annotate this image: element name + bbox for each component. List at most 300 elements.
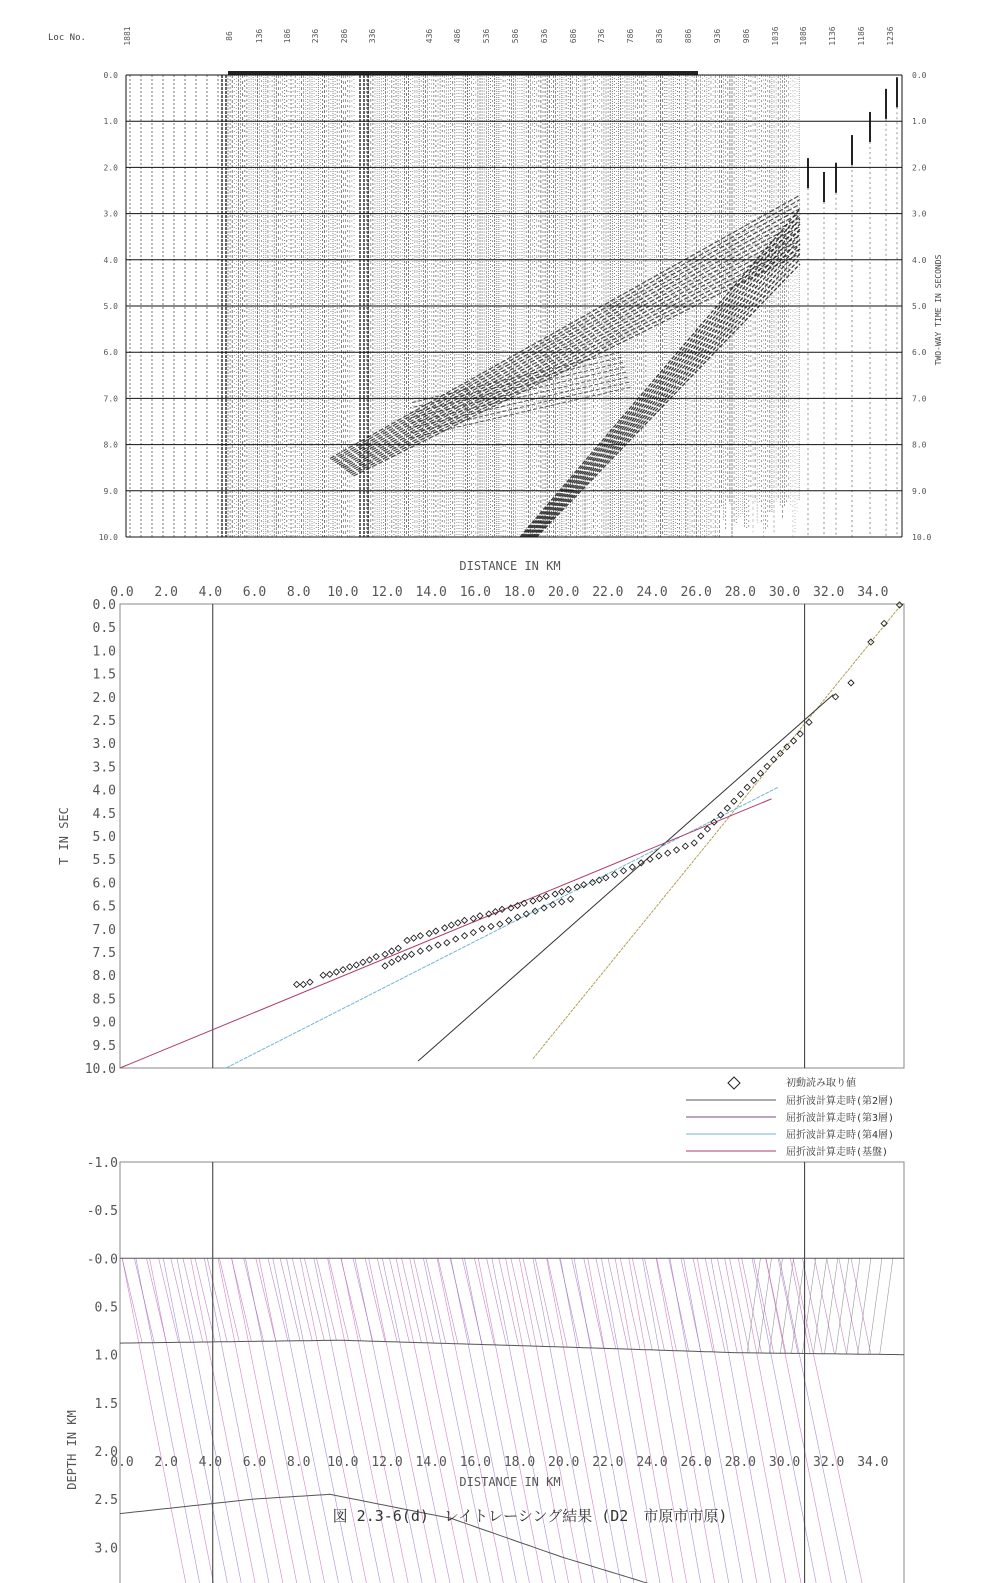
travel-time-y-tick: 4.0 — [92, 783, 116, 799]
seismic-section — [48, 26, 943, 542]
ray-paths — [122, 1258, 893, 1583]
ray-path — [645, 1258, 665, 1350]
loc-number: 636 — [540, 28, 549, 44]
travel-time-y-tick: 5.5 — [92, 853, 116, 869]
legend-label-layer4: 屈折波計算走時(第4層) — [786, 1130, 895, 1141]
ray-path — [824, 1258, 837, 1353]
ray-path — [670, 1258, 741, 1583]
seismic-time-tick: 7.0 — [912, 394, 927, 404]
first-arrival-pick — [333, 969, 339, 975]
depth-y-ticks — [87, 1156, 118, 1583]
first-arrival-pick — [382, 951, 388, 957]
first-arrival-pick — [764, 763, 770, 769]
ray-path — [705, 1258, 725, 1352]
ray-path — [752, 1258, 823, 1583]
travel-time-y-ticks — [85, 598, 116, 1077]
depth-y-tick: 3.0 — [94, 1541, 118, 1557]
seismic-time-tick: 0.0 — [912, 71, 927, 80]
seismic-time-tick: 8.0 — [912, 440, 927, 450]
first-arrival-pick — [417, 933, 423, 939]
loc-number: 336 — [368, 28, 377, 44]
ray-path — [122, 1258, 142, 1342]
depth-x-tick: 34.0 — [857, 1455, 889, 1470]
seismic-left-time-ticks — [99, 71, 118, 542]
ray-path — [492, 1258, 563, 1583]
ray-path — [465, 1258, 536, 1583]
arrival-band-line — [353, 254, 800, 476]
seismic-time-tick: 6.0 — [103, 348, 118, 358]
first-arrival-pick — [426, 945, 432, 951]
ray-path — [574, 1258, 645, 1583]
seismic-time-tick: 5.0 — [103, 302, 118, 311]
depth-x-tick: 24.0 — [636, 1455, 668, 1470]
first-arrival-pick — [806, 719, 812, 725]
ray-path — [474, 1258, 494, 1345]
first-arrival-pick — [462, 917, 468, 923]
travel-time-x-tick: 30.0 — [768, 585, 801, 600]
first-arrival-pick — [559, 889, 565, 895]
travel-time-x-tick: 4.0 — [198, 585, 223, 600]
ray-path — [487, 1258, 507, 1345]
ray-path — [632, 1258, 652, 1350]
first-arrival-pick — [307, 979, 313, 985]
arrival-band-line — [330, 195, 800, 458]
ray-path — [711, 1258, 782, 1583]
first-arrival-pick — [294, 981, 300, 987]
travel-time-x-tick: 10.0 — [327, 585, 359, 600]
travel-time-y-tick: 4.5 — [92, 806, 116, 822]
ray-path — [389, 1258, 409, 1342]
legend-label-layer3: 屈折波計算走時(第3層) — [786, 1113, 895, 1124]
first-arrival-pick — [389, 959, 395, 965]
legend-label-layer2: 屈折波計算走時(第2層) — [786, 1096, 895, 1107]
arrival-band-line — [350, 245, 800, 474]
first-arrival-pick — [724, 805, 730, 811]
first-arrival-pick — [691, 840, 697, 846]
ray-path — [858, 1258, 871, 1354]
travel-time-xlabel: DISTANCE IN KM — [459, 559, 561, 573]
travel-time-y-tick: 6.0 — [92, 876, 116, 892]
ray-path — [292, 1258, 312, 1340]
travel-time-plot-frame — [120, 604, 904, 1068]
ray-path — [219, 1258, 239, 1341]
first-arrival-pick — [327, 971, 333, 977]
ray-path — [287, 1258, 358, 1583]
first-arrival-pick — [395, 956, 401, 962]
travel-time-x-ticks — [110, 585, 888, 600]
first-arrival-pick — [665, 850, 671, 856]
first-arrival-pick — [444, 940, 450, 946]
ray-path — [560, 1258, 631, 1583]
seismic-time-tick: 2.0 — [103, 163, 118, 173]
first-arrival-pick — [367, 957, 373, 963]
ray-path — [159, 1258, 179, 1342]
depth-x-tick: 0.0 — [110, 1455, 134, 1470]
loc-number: 1236 — [886, 26, 895, 46]
travel-time-y-tick: 7.5 — [92, 946, 116, 961]
loc-number: 436 — [425, 28, 434, 44]
first-arrival-pick — [479, 926, 485, 932]
first-arrival-pick — [543, 893, 549, 899]
first-arrival-pick — [784, 744, 790, 750]
first-arrival-pick — [417, 948, 423, 954]
depth-x-tick: 2.0 — [154, 1455, 178, 1470]
first-arrival-pick — [409, 951, 415, 957]
depth-x-tick: 32.0 — [813, 1455, 845, 1470]
ray-path — [523, 1258, 543, 1346]
ray-path — [779, 1258, 850, 1583]
first-arrival-pick — [656, 853, 662, 859]
ray-path — [369, 1258, 440, 1583]
ray-path — [410, 1258, 481, 1583]
travel-time-y-tick: 8.0 — [92, 969, 116, 985]
first-arrival-pick — [455, 920, 461, 926]
ray-path — [426, 1258, 446, 1343]
first-arrival-pick — [404, 937, 410, 943]
ray-path — [280, 1258, 300, 1340]
arrival-band-line — [410, 372, 626, 423]
seismic-time-tick: 1.0 — [912, 117, 927, 127]
first-arrival-pick — [347, 964, 353, 970]
travel-time-y-tick: 3.0 — [92, 737, 116, 753]
first-arrival-pick — [360, 959, 366, 965]
depth-x-tick: 4.0 — [198, 1455, 223, 1470]
ray-path — [256, 1258, 276, 1341]
first-arrival-pick — [530, 898, 536, 904]
depth-x-tick: 12.0 — [371, 1455, 403, 1470]
first-arrival-pick — [435, 942, 441, 948]
seismic-time-tick: 1.0 — [103, 117, 118, 127]
first-arrival-pick — [731, 798, 737, 804]
arrival-band-line — [410, 352, 620, 403]
ray-path — [725, 1258, 796, 1583]
seismic-arrival-bands — [330, 195, 800, 537]
seismic-time-tick: 0.0 — [103, 71, 118, 80]
ray-path — [365, 1258, 385, 1341]
depth-x-tick: 26.0 — [680, 1455, 712, 1470]
seismic-time-tick: 4.0 — [103, 255, 118, 265]
ray-path — [171, 1258, 191, 1342]
loc-number: 986 — [742, 28, 751, 44]
ray-path — [519, 1258, 590, 1583]
first-arrival-pick — [647, 856, 653, 862]
first-arrival-pick — [629, 864, 635, 870]
depth-y-tick: -1.0 — [86, 1156, 118, 1171]
travel-time-y-tick: 7.0 — [92, 922, 116, 938]
ray-path — [503, 1258, 580, 1583]
seismic-time-tick: 5.0 — [912, 302, 927, 311]
seismic-time-tick: 3.0 — [103, 209, 118, 219]
travel-time-y-tick: 2.5 — [92, 714, 116, 729]
depth-y-tick: -0.0 — [86, 1252, 118, 1268]
seismic-right-time-ticks — [912, 71, 931, 542]
depth-y-tick: -0.5 — [86, 1204, 118, 1220]
first-arrival-pick — [453, 936, 459, 942]
seismic-right-axis-label: TWO-WAY TIME IN SECONDS — [934, 254, 943, 366]
ray-path — [328, 1258, 399, 1583]
first-arrival-pick — [462, 933, 468, 939]
first-arrival-pick — [395, 945, 401, 951]
first-arrival-pick — [682, 843, 688, 849]
seismic-traces — [130, 71, 897, 537]
travel-time-y-tick: 5.0 — [92, 830, 116, 845]
ray-path — [207, 1258, 227, 1341]
first-arrival-pick — [674, 847, 680, 853]
first-arrival-pick — [704, 826, 710, 832]
loc-number: 136 — [255, 28, 264, 44]
ray-path — [851, 1258, 871, 1354]
ray-path — [657, 1258, 677, 1350]
seismic-top-band — [228, 71, 698, 75]
loc-number-labels — [123, 26, 895, 45]
travel-time-series-line — [226, 787, 778, 1068]
layer-interfaces — [120, 1258, 904, 1583]
ray-path — [382, 1258, 453, 1583]
travel-time-x-tick: 32.0 — [813, 585, 845, 600]
seismic-time-tick: 9.0 — [912, 486, 927, 496]
depth-x-tick: 22.0 — [592, 1455, 624, 1470]
travel-time-chart — [57, 559, 904, 1077]
first-arrival-pick — [353, 962, 359, 968]
depth-ylabel: DEPTH IN KM — [65, 1410, 79, 1490]
depth-y-tick: 2.0 — [94, 1445, 118, 1460]
first-arrival-pick — [470, 930, 476, 936]
loc-number: 1186 — [857, 26, 866, 46]
first-arrival-pick — [574, 884, 580, 890]
travel-time-x-tick: 26.0 — [680, 585, 712, 600]
loc-number: 1136 — [828, 26, 837, 46]
ray-path — [499, 1258, 519, 1345]
seismic-time-tick: 3.0 — [912, 209, 927, 219]
first-arrival-pick — [320, 972, 326, 978]
travel-time-y-tick: 2.0 — [92, 690, 116, 706]
arrival-band-line — [523, 219, 800, 537]
ray-path — [669, 1258, 689, 1351]
ray-path — [136, 1258, 207, 1583]
depth-x-tick: 6.0 — [242, 1455, 267, 1470]
ray-path — [300, 1258, 371, 1583]
loc-number: 86 — [225, 31, 234, 41]
ray-path — [693, 1258, 713, 1352]
loc-number: 686 — [569, 28, 578, 44]
travel-time-x-tick: 24.0 — [636, 585, 668, 600]
loc-number: 1881 — [123, 26, 132, 46]
arrival-band-line — [339, 218, 800, 466]
travel-time-vertical-markers — [213, 604, 805, 1068]
ray-path — [608, 1258, 628, 1349]
travel-time-series-line — [533, 604, 902, 1059]
depth-y-tick: 0.5 — [94, 1300, 118, 1316]
first-arrival-picks — [294, 602, 903, 988]
travel-time-series-line — [418, 694, 833, 1061]
first-arrival-pick — [382, 963, 388, 969]
travel-time-y-tick: 6.5 — [92, 899, 116, 915]
first-arrival-pick — [523, 911, 529, 917]
seismic-time-tick: 10.0 — [98, 533, 118, 542]
arrival-band-line — [410, 382, 629, 433]
travel-time-x-tick: 2.0 — [154, 585, 178, 600]
first-arrival-pick — [559, 899, 565, 905]
travel-time-y-tick: 0.0 — [92, 598, 116, 613]
arrival-band-line — [343, 227, 800, 468]
loc-number: 286 — [340, 28, 349, 44]
arrival-band-line — [537, 264, 801, 537]
ray-path — [730, 1258, 750, 1353]
depth-xlabel: DISTANCE IN KM — [459, 1475, 561, 1489]
travel-time-y-tick: 0.5 — [92, 621, 116, 637]
ray-path — [533, 1258, 604, 1583]
ray-path — [268, 1258, 288, 1341]
travel-time-x-tick: 8.0 — [286, 585, 311, 600]
arrival-band-line — [410, 367, 625, 418]
ray-path — [697, 1258, 768, 1583]
depth-x-tick: 20.0 — [548, 1455, 580, 1470]
travel-time-y-tick: 1.5 — [92, 667, 116, 683]
first-arrival-pick — [791, 738, 797, 744]
ray-path — [615, 1258, 686, 1583]
ray-path — [438, 1258, 458, 1343]
first-arrival-pick — [497, 921, 503, 927]
first-arrival-pick — [411, 935, 417, 941]
depth-x-ticks — [110, 1455, 888, 1470]
travel-time-x-tick: 18.0 — [503, 585, 536, 600]
loc-number: 236 — [311, 28, 320, 44]
ray-path — [377, 1258, 397, 1342]
first-arrival-pick — [698, 833, 704, 839]
depth-y-tick: 1.5 — [94, 1396, 118, 1412]
ray-path — [802, 1258, 822, 1353]
ray-path — [836, 1258, 849, 1354]
ray-path — [478, 1258, 549, 1583]
travel-time-x-tick: 34.0 — [857, 585, 889, 600]
legend — [682, 1074, 904, 1158]
first-arrival-pick — [373, 954, 379, 960]
figure-caption: 図 2.3-6(d) レイトレーシング結果 (D2 市原市市原) — [332, 1507, 728, 1525]
loc-number: 836 — [655, 28, 664, 44]
first-arrival-pick — [537, 896, 543, 902]
seismic-time-tick: 10.0 — [912, 533, 932, 542]
seismic-time-tick: 8.0 — [103, 440, 118, 450]
ray-path — [150, 1258, 221, 1583]
loc-number: 536 — [482, 28, 491, 44]
loc-number: 1086 — [799, 26, 808, 46]
first-arrival-pick — [612, 872, 618, 878]
ray-path — [778, 1258, 798, 1353]
travel-time-y-tick: 10.0 — [84, 1062, 116, 1077]
ray-path — [601, 1258, 672, 1583]
first-arrival-pick — [426, 930, 432, 936]
loc-number: 486 — [453, 28, 462, 44]
first-arrival-pick — [621, 868, 627, 874]
ray-path — [414, 1258, 434, 1343]
ray-path — [355, 1258, 426, 1583]
travel-time-y-tick: 9.5 — [92, 1038, 116, 1054]
ray-path — [317, 1258, 337, 1340]
depth-x-tick: 14.0 — [415, 1455, 447, 1470]
first-arrival-pick — [389, 948, 395, 954]
travel-time-x-tick: 6.0 — [242, 585, 267, 600]
seismic-time-tick: 6.0 — [912, 348, 927, 358]
travel-time-x-tick: 16.0 — [459, 585, 492, 600]
travel-time-y-tick: 9.0 — [92, 1015, 116, 1031]
travel-time-x-tick: 20.0 — [548, 585, 580, 600]
first-arrival-pick — [848, 680, 854, 686]
depth-x-tick: 18.0 — [503, 1455, 536, 1470]
ray-path — [880, 1258, 893, 1354]
ray-path — [314, 1258, 385, 1583]
loc-number: 1036 — [771, 26, 780, 46]
travel-time-series-line — [120, 799, 771, 1068]
layer-interface-line — [120, 1340, 904, 1355]
seismic-time-tick: 9.0 — [103, 486, 118, 496]
travel-time-series — [120, 604, 902, 1068]
first-arrival-pick — [550, 902, 556, 908]
ray-path — [396, 1258, 467, 1583]
ray-path — [596, 1258, 616, 1348]
first-arrival-pick — [568, 896, 574, 902]
first-arrival-pick — [433, 928, 439, 934]
loc-number: 586 — [511, 28, 520, 44]
ray-path — [769, 1258, 782, 1353]
ray-path — [329, 1258, 349, 1340]
travel-time-x-tick: 28.0 — [724, 585, 757, 600]
loc-number: 786 — [626, 28, 635, 44]
depth-x-tick: 8.0 — [286, 1455, 311, 1470]
depth-x-tick: 28.0 — [724, 1455, 757, 1470]
ray-path — [584, 1258, 604, 1348]
loc-number: 186 — [283, 28, 292, 44]
depth-y-tick: 2.5 — [94, 1493, 118, 1509]
seismic-time-tick: 2.0 — [912, 163, 927, 173]
first-arrival-pick — [738, 791, 744, 797]
first-arrival-pick — [448, 922, 454, 928]
first-arrival-pick — [552, 891, 558, 897]
loc-number: 736 — [597, 28, 606, 44]
ray-path — [758, 1258, 771, 1353]
travel-time-x-tick: 12.0 — [371, 585, 403, 600]
first-arrival-pick — [565, 886, 571, 892]
ray-path — [684, 1258, 755, 1583]
depth-x-tick: 30.0 — [768, 1455, 801, 1470]
first-arrival-pick — [751, 777, 757, 783]
first-arrival-pick — [506, 917, 512, 923]
first-arrival-pick — [744, 784, 750, 790]
first-arrival-pick — [488, 923, 494, 929]
first-arrival-pick — [402, 954, 408, 960]
legend-label-picks: 初動読み取り値 — [786, 1078, 856, 1089]
first-arrival-pick — [340, 967, 346, 973]
loc-number: 886 — [684, 28, 693, 44]
loc-number: 936 — [713, 28, 722, 44]
depth-x-tick: 16.0 — [459, 1455, 492, 1470]
travel-time-x-tick: 14.0 — [415, 585, 447, 600]
depth-y-tick: 1.0 — [94, 1348, 118, 1364]
travel-time-x-tick: 22.0 — [592, 585, 624, 600]
travel-time-ylabel: T IN SEC — [57, 807, 71, 865]
travel-time-y-tick: 1.0 — [92, 644, 116, 660]
ray-path — [869, 1258, 882, 1354]
first-arrival-pick — [300, 981, 306, 987]
travel-time-x-tick: 0.0 — [110, 585, 134, 600]
ray-path — [273, 1258, 344, 1583]
ray-path — [827, 1258, 847, 1354]
depth-x-tick: 10.0 — [327, 1455, 359, 1470]
legend-label-basement: 屈折波計算走時(基盤) — [786, 1147, 889, 1158]
ray-path — [163, 1258, 234, 1583]
ray-path — [754, 1258, 774, 1353]
seismic-time-tick: 4.0 — [912, 255, 927, 265]
seismic-time-tick: 7.0 — [103, 394, 118, 404]
